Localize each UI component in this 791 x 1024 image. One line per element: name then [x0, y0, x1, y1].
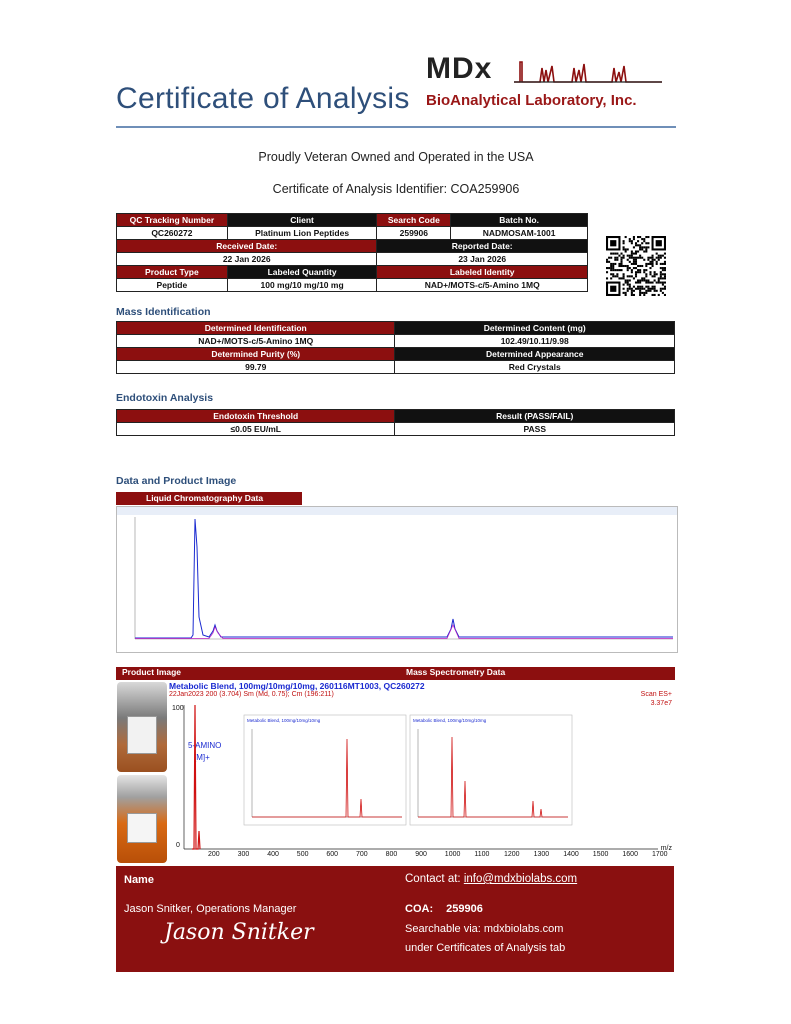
product-type-header: Product Type	[117, 266, 228, 279]
content-header: Determined Content (mg)	[395, 322, 675, 335]
lc-plot	[117, 507, 677, 652]
ms-title: Metabolic Blend, 100mg/10mg/10mg, 260116MT1003, QC260272	[169, 681, 425, 691]
appearance-value: Red Crystals	[395, 361, 675, 374]
coa-identifier: Certificate of Analysis Identifier: COA259906	[272, 182, 520, 196]
reported-value: 23 Jan 2026	[377, 253, 588, 266]
purity-header: Determined Purity (%)	[117, 348, 395, 361]
ms-x-tick: 800	[385, 851, 398, 858]
ms-x-tick: 1400	[563, 851, 579, 858]
tagline: Proudly Veteran Owned and Operated in the USA	[258, 150, 534, 164]
ms-plot	[168, 681, 676, 863]
appearance-header: Determined Appearance	[395, 348, 675, 361]
client-header: Client	[227, 214, 377, 227]
under-text: under Certificates of Analysis tab	[405, 942, 566, 954]
received-header: Received Date:	[117, 240, 377, 253]
threshold-header: Endotoxin Threshold	[117, 410, 395, 423]
quantity-value: 100 mg/10 mg/10 mg	[227, 279, 377, 292]
ms-x-tick: 1000	[444, 851, 461, 858]
qc-value: QC260272	[117, 227, 228, 240]
ident-value: NAD+/MOTS-c/5-Amino 1MQ	[117, 335, 395, 348]
product-image-label: Product Image	[122, 667, 182, 677]
endotoxin-heading: Endotoxin Analysis	[116, 392, 214, 404]
svg-text:Metabolic Blend, 100mg/10mg/10: Metabolic Blend, 100mg/10mg/10mg	[247, 718, 321, 723]
ms-x-tick: 500	[296, 851, 309, 858]
content-value: 102.49/10.11/9.98	[395, 335, 675, 348]
ms-x-tick: 1200	[504, 851, 520, 858]
ms-y-bottom: 0	[176, 842, 180, 849]
ms-label: Mass Spectrometry Data	[406, 667, 506, 677]
ms-x-tick: 1700	[652, 851, 668, 858]
ms-x-tick: 1300	[533, 851, 550, 858]
qr-code-icon[interactable]	[606, 236, 666, 296]
identity-header: Labeled Identity	[377, 266, 588, 279]
qc-header: QC Tracking Number	[117, 214, 228, 227]
ident-header: Determined Identification	[117, 322, 395, 335]
document-title: Certificate of Analysis	[116, 82, 410, 115]
ms-y-top: 100	[172, 705, 184, 712]
coa-label: COA:	[405, 903, 434, 915]
name-label: Name	[124, 874, 154, 886]
ms-x-tick: 900	[415, 851, 427, 858]
quantity-header: Labeled Quantity	[227, 266, 377, 279]
footer	[116, 866, 674, 972]
mass-id-table	[116, 321, 675, 374]
endotoxin-table	[116, 409, 675, 436]
searchable-text: Searchable via: mdxbiolabs.com	[405, 923, 564, 935]
ms-peak-ion: [M]+	[194, 753, 210, 762]
ms-x-tick: 600	[326, 851, 339, 858]
mdx-logo: MDx	[426, 52, 493, 85]
ms-x-tick: 1600	[622, 851, 638, 858]
batch-value: NADMOSAM-1001	[451, 227, 588, 240]
mass-id-heading: Mass Identification	[116, 306, 211, 318]
ms-panel	[168, 681, 676, 863]
lab-name: BioAnalytical Laboratory, Inc.	[426, 92, 637, 109]
ms-x-unit: m/z	[660, 845, 672, 852]
ms-scan: Scan ES+	[640, 691, 672, 698]
received-value: 22 Jan 2026	[117, 253, 377, 266]
search-code-value: 259906	[377, 227, 451, 240]
svg-text:Metabolic Blend, 100mg/10mg/10: Metabolic Blend, 100mg/10mg/10mg	[413, 718, 487, 723]
contact-line	[405, 873, 577, 885]
vial-label-icon	[127, 716, 157, 754]
ms-peak-label: 5-AMINO	[188, 741, 222, 750]
manager-name: Jason Snitker, Operations Manager	[124, 903, 297, 915]
product-photo-bottom	[117, 775, 167, 863]
client-value: Platinum Lion Peptides	[227, 227, 377, 240]
ms-x-tick: 200	[208, 851, 220, 858]
email-link[interactable]: info@mdxbiolabs.com	[463, 873, 578, 885]
search-code-header: Search Code	[377, 214, 451, 227]
lc-chromatogram	[116, 506, 678, 653]
ms-x-tick: 700	[356, 851, 368, 858]
coa-value: 259906	[446, 903, 483, 915]
ms-x-tick: 300	[237, 851, 250, 858]
product-photo-top	[117, 682, 167, 772]
result-header: Result (PASS/FAIL)	[395, 410, 675, 423]
threshold-value: ≤0.05 EU/mL	[117, 423, 395, 436]
lc-label: Liquid Chromatography Data	[116, 492, 302, 505]
result-value: PASS	[395, 423, 675, 436]
header-rule	[116, 126, 676, 128]
ms-x-tick: 1500	[592, 851, 609, 858]
reported-header: Reported Date:	[377, 240, 588, 253]
chromatogram-logo-icon	[512, 58, 667, 86]
batch-header: Batch No.	[451, 214, 588, 227]
info-table	[116, 213, 588, 292]
ms-subtitle: 22Jan2023 200 (3.704) Sm (Md, 0.75); Cm (196:211)	[169, 691, 334, 698]
purity-value: 99.79	[117, 361, 395, 374]
ms-x-tick: 400	[267, 851, 279, 858]
identity-value: NAD+/MOTS-c/5-Amino 1MQ	[377, 279, 588, 292]
data-heading: Data and Product Image	[116, 475, 237, 487]
vial-qr-label-icon	[127, 813, 157, 843]
ms-x-tick: 1100	[474, 851, 490, 858]
product-ms-band	[116, 667, 675, 680]
coa-line	[405, 903, 483, 915]
ms-intensity: 3.37e7	[650, 700, 672, 707]
contact-label: Contact at:	[405, 873, 461, 885]
product-type-value: Peptide	[117, 279, 228, 292]
signature: Jason Snitker	[164, 920, 314, 945]
